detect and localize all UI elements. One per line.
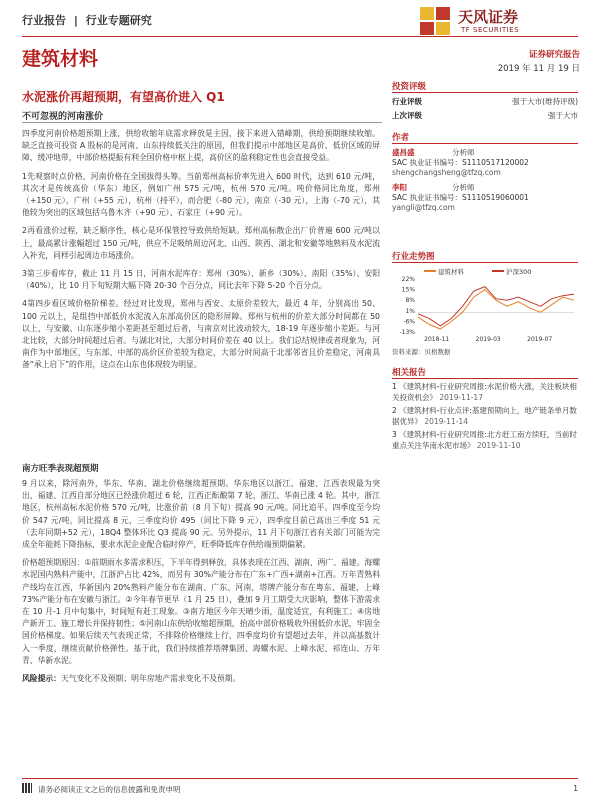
author-1-role: 分析师	[452, 148, 475, 157]
report-type: 证券研究报告	[528, 50, 580, 60]
related-item-title: 《建筑材料-行业研究周报:北方赶工南方续旺，当前时重点关注华南水泥市场》	[392, 430, 577, 450]
y-tick-label: 8%	[405, 297, 415, 305]
x-tick-label: 2018-11	[424, 336, 450, 343]
author-1	[392, 148, 578, 178]
previous-rating-row	[392, 110, 578, 121]
author-heading: 作者	[392, 133, 410, 143]
author-2-name: 李阳	[392, 183, 407, 192]
footer-disclaimer: 请务必阅读正文之后的信息披露和免责申明	[38, 785, 181, 794]
related-heading: 相关报告	[392, 368, 427, 378]
related-item[interactable]	[392, 382, 578, 403]
industry-rating-row	[392, 96, 578, 107]
series-line-building-materials	[418, 290, 574, 329]
paragraph-point-3: 3第三步看库存，截止 11 月 15 日，河南水泥库存：郑州（30%）、新乡（30%）、南阳（35%）、安阳（40%），比 10 月下旬短期大幅下降 20-30 个百分点，同比去年下降 5-20 个百分点。	[22, 269, 380, 291]
previous-rating-value: 强于大市	[548, 111, 578, 120]
industry-rating-label: 行业评级	[392, 97, 422, 106]
industry-trend-chart	[392, 266, 578, 344]
author-1-name: 盛昌盛	[392, 148, 415, 157]
footer-divider	[22, 778, 578, 779]
x-tick-label: 2019-03	[475, 336, 501, 343]
qr-code-icon	[22, 783, 32, 793]
section-2-paragraph-2: 价格超预期原因：①前期雨水多需求积压，下半年得到释放，具体表现在江西、湖南、两广、福建。海螺水泥国内熟料产能中，江浙沪占比 42%，而另有 30%产能分布在广东+广西+湖南+江西。万年青熟料产线均在江西，华新国内 20%熟料产能分布在湖南、广东、河南，塔牌产能分布在粤东、福建，上峰 73%产能分布在安徽与浙江。②今年春节更早（1 月 25 日），叠加 9 月工期受大庆影响，整体下游需求在 10 月-1 月中旬集中，时间短有赶工现象。③南方地区今年天晴少雨，温度适宜，有利施工；④房地产新开工、施工增长并保持韧性；⑤河南山东供给收缩超预期，抬高中部价格吸收外围低价水泥，牢固全国价格梯度。如果后续天气表现正常，不排除价格继续上行，四季度均价有望超过去年，并以高基数计入一季度，继续贡献价格弹性。基于此，我们持续推荐塔牌集团、海螺水泥、上峰水泥、祁连山、万年青、华新水泥。	[22, 558, 380, 665]
related-item-num: 1	[392, 382, 397, 391]
chart-heading: 行业走势图	[392, 252, 435, 262]
subtitle-divider	[22, 122, 382, 123]
related-item-date: 2019-11-14	[424, 416, 468, 426]
rating-divider	[392, 92, 578, 93]
page-number: 1	[573, 784, 578, 793]
sector-title: 建筑材料	[22, 48, 99, 70]
author-2-email[interactable]: yangli@tfzq.com	[392, 203, 455, 212]
related-list	[392, 382, 578, 451]
author-divider	[392, 143, 578, 144]
author-2-role: 分析师	[452, 183, 475, 192]
report-title: 水泥涨价再超预期，有望高价进入 Q1	[22, 90, 225, 104]
related-item[interactable]	[392, 430, 578, 451]
y-tick-label: -13%	[399, 329, 415, 336]
header-category: 行业报告	[22, 14, 66, 27]
author-1-cert: SAC 执业证书编号：S1110517120002	[392, 158, 529, 167]
chart-source: 资料来源：贝格数据	[392, 348, 451, 356]
industry-rating-value: 强于大市(维持评级)	[512, 97, 578, 106]
body-section-2	[22, 478, 380, 685]
chart-legend	[424, 267, 531, 276]
related-item-num: 3	[392, 430, 397, 439]
report-subtitle: 不可忽视的河南涨价	[22, 112, 104, 122]
risk-note	[22, 673, 380, 685]
paragraph-point-1: 1先观察时点价格，河南价格在全国拔得头筹。当前郑州高标价率先进入 600 时代，达到 610 元/吨，其次才是传统高价（华东）地区，例如广州 575 元/吨，杭州 570 元/吨。吨价格同比角度，郑州（+150 元），广州（+55 元），杭州（持平），而合肥（-80 元），南京（-30 元），上海（-70 元），其他较为突出的区域包括乌鲁木齐（+90 元）、石家庄（+90 元）。	[22, 171, 380, 218]
logo-name-cn: 天风证券	[458, 8, 519, 26]
report-date: 2019 年 11 月 19 日	[497, 64, 580, 74]
y-tick-label: 1%	[405, 307, 415, 315]
y-tick-label: -6%	[403, 318, 415, 326]
related-divider	[392, 378, 578, 379]
risk-label: 风险提示：	[22, 674, 61, 684]
section-2-heading: 南方旺季表现超预期	[22, 464, 99, 474]
related-item[interactable]	[392, 406, 578, 427]
header-breadcrumb	[22, 12, 152, 28]
company-logo	[416, 5, 581, 39]
paragraph-point-4: 4第四步看区域价格阶梯差。经过对比发现，郑州与西安、太原价差较大，最近 4 年，分别高出 50、100 元以上，是组挡中部低价水泥流入东部高价区的隐形屏障。郑州与杭州的价差大部分时间都在 50 以上，与安徽、山东逐步缩小差距甚至超过后者，与南京对比波动较大，18-19 年逐步缩小差距。与河北比较，大部分时间超过后者。与湖北对比，大部分时间价差在 40 以上。我们总结规律或者现象为，河南作为中部地区，与东部、中部的高价区价差较为稳定，大部分时间高于北部邻省且价差稳定，河南具备“承上启下”的作用，这点在山东也体现较为明显。	[22, 299, 380, 370]
series-line-csi300	[418, 287, 574, 326]
related-item-title: 《建筑材料-行业研究周报:水泥价格大涨，关注板块相关投资机会》	[392, 382, 577, 402]
related-item-date: 2019-11-10	[476, 440, 521, 450]
author-2-cert: SAC 执业证书编号：S1110519060001	[392, 193, 529, 202]
y-tick-label: 22%	[401, 276, 415, 283]
logo-name-en: TF SECURITIES	[461, 26, 520, 34]
paragraph-point-2: 2再看涨价过程，缺乏顺序性，核心是环保管控导致供给短缺。郑州高标散企出厂价普遍 600 元/吨以上，最高累计涨幅超过 150 元/吨，供应不足吸纳周边河北、山西、陕西、湖北和安徽等地熟料及水泥流入补充，同样引起周边市场涨价。	[22, 226, 380, 260]
related-item-title: 《建筑材料-行业点评:基建预期向上，地产链条单月数据优异》	[392, 406, 577, 426]
logo-mark-icon	[418, 5, 454, 37]
header-separator: |	[73, 14, 78, 27]
header-divider	[22, 36, 578, 37]
body-section-1	[22, 128, 380, 372]
legend-csi300: 沪深300	[506, 268, 532, 276]
author-2	[392, 183, 578, 213]
risk-text: 天气变化不及预期；明年房地产需求变化不及预期。	[60, 674, 241, 684]
author-1-email[interactable]: shengchangsheng@tfzq.com	[392, 168, 501, 177]
chart-divider	[392, 262, 578, 263]
paragraph-intro: 四季度河南价格超预期上涨，供给收缩年底需求释放是主因，接下来进入错峰期，供给预期继续收缩。缺乏直接可投资 A 股标的是河南、山东持续低关注的原因，但我们提示中部地区是高价、低价区域的屏障、缓冲地带，中部价格提振有利全国价格中枢上提，高价区的盈利稳定性也会直接受益。	[22, 129, 380, 163]
legend-building-materials: 建筑材料	[438, 268, 464, 276]
rating-heading: 投资评级	[392, 82, 427, 92]
section-2-paragraph-1: 9 月以来，除河南外，华东、华南、湖北价格继续超预期。华东地区以浙江、福建、江西表现最为突出，福建、江西自部分地区已经涨价超过 6 轮，江西正酝酿第 7 轮，浙江、华南已涨 4 轮。其中，浙江地区，杭州高标水泥价格 570 元/吨，比涨价前（8 月下旬）提高 90 元/吨。同比追平。四季度至今均价 547 元/吨，同比提高 8 元，三季度均价 495（同比下降 9 元），四季度目前已高出三季度 51 元（去年同期+52 元），18Q4 整体环比 Q3 提高 90 元。另外提示，11 月下旬浙江省有关部门可能为完成全年能耗下降指标，要求水泥企业配合临时停产，旺季降低库存供给端预期偏紧。	[22, 479, 380, 550]
related-item-num: 2	[392, 406, 397, 415]
y-tick-label: 15%	[401, 286, 415, 294]
related-item-date: 2019-11-17	[439, 392, 483, 402]
header-subcategory: 行业专题研究	[85, 14, 152, 27]
x-tick-label: 2019-07	[527, 336, 553, 343]
previous-rating-label: 上次评级	[392, 111, 422, 120]
